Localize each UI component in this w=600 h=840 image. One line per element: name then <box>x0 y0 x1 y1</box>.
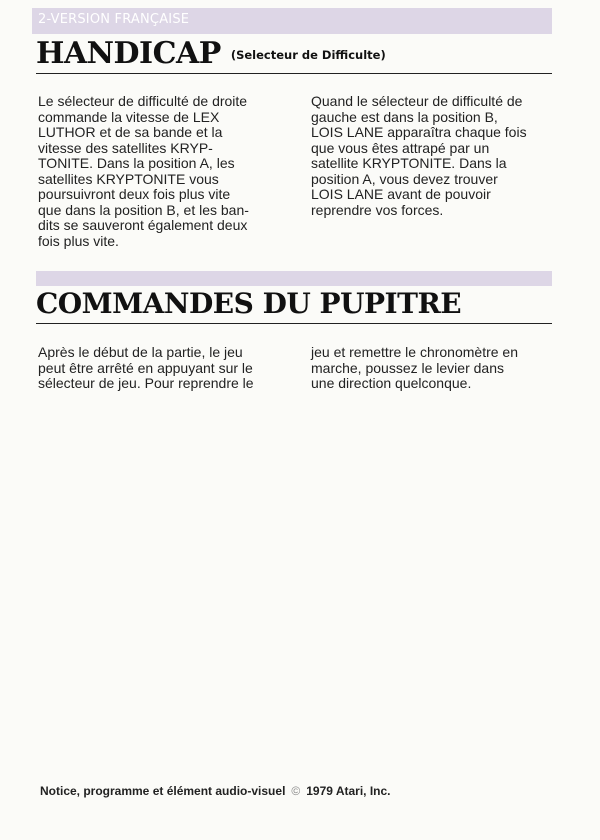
header-band <box>32 8 552 34</box>
handicap-subtitle: (Selecteur de Difficulte) <box>230 48 386 62</box>
copyright-symbol: © <box>291 784 301 798</box>
commandes-right-paragraph: jeu et remettre le chronomètre en marche, poussez le levier dans une direction quelconque. <box>311 344 518 391</box>
commandes-left-paragraph: Après le début de la partie, le jeu peut être arrêté en appuyant sur le sélecteur de jeu. Pour reprendre le <box>38 344 254 391</box>
footer-text: Notice, programme et élément audio-visuel <box>40 784 286 798</box>
footer-year: 1979 Atari, Inc. <box>306 784 391 798</box>
divider-rule <box>36 73 552 74</box>
commandes-title: COMMANDES DU PUPITRE <box>36 287 462 320</box>
section-band <box>36 271 552 286</box>
divider-rule <box>36 323 552 324</box>
footer-copyright <box>40 784 391 798</box>
handicap-left-paragraph: Le sélecteur de difficulté de droite commande la vitesse de LEX LUTHOR et de sa bande et la vitesse des satellites KRYP- TONITE. Dans la position A, les satellites KRYPTONITE vous poursuivront deux fois plus vite que dans la position B, et les ban- dits se sauveront également deux fois plus vite. <box>38 93 249 249</box>
handicap-right-paragraph: Quand le sélecteur de difficulté de gauche est dans la position B, LOIS LANE apparaîtra chaque fois que vous êtes attrapé par un satellite KRYPTONITE. Dans la position A, vous devez trouver LOIS LANE avant de pouvoir reprendre vos forces. <box>311 93 527 218</box>
handicap-heading <box>36 36 386 71</box>
handicap-title: HANDICAP <box>36 36 221 71</box>
version-label: 2-VERSION FRANÇAISE <box>38 12 190 27</box>
